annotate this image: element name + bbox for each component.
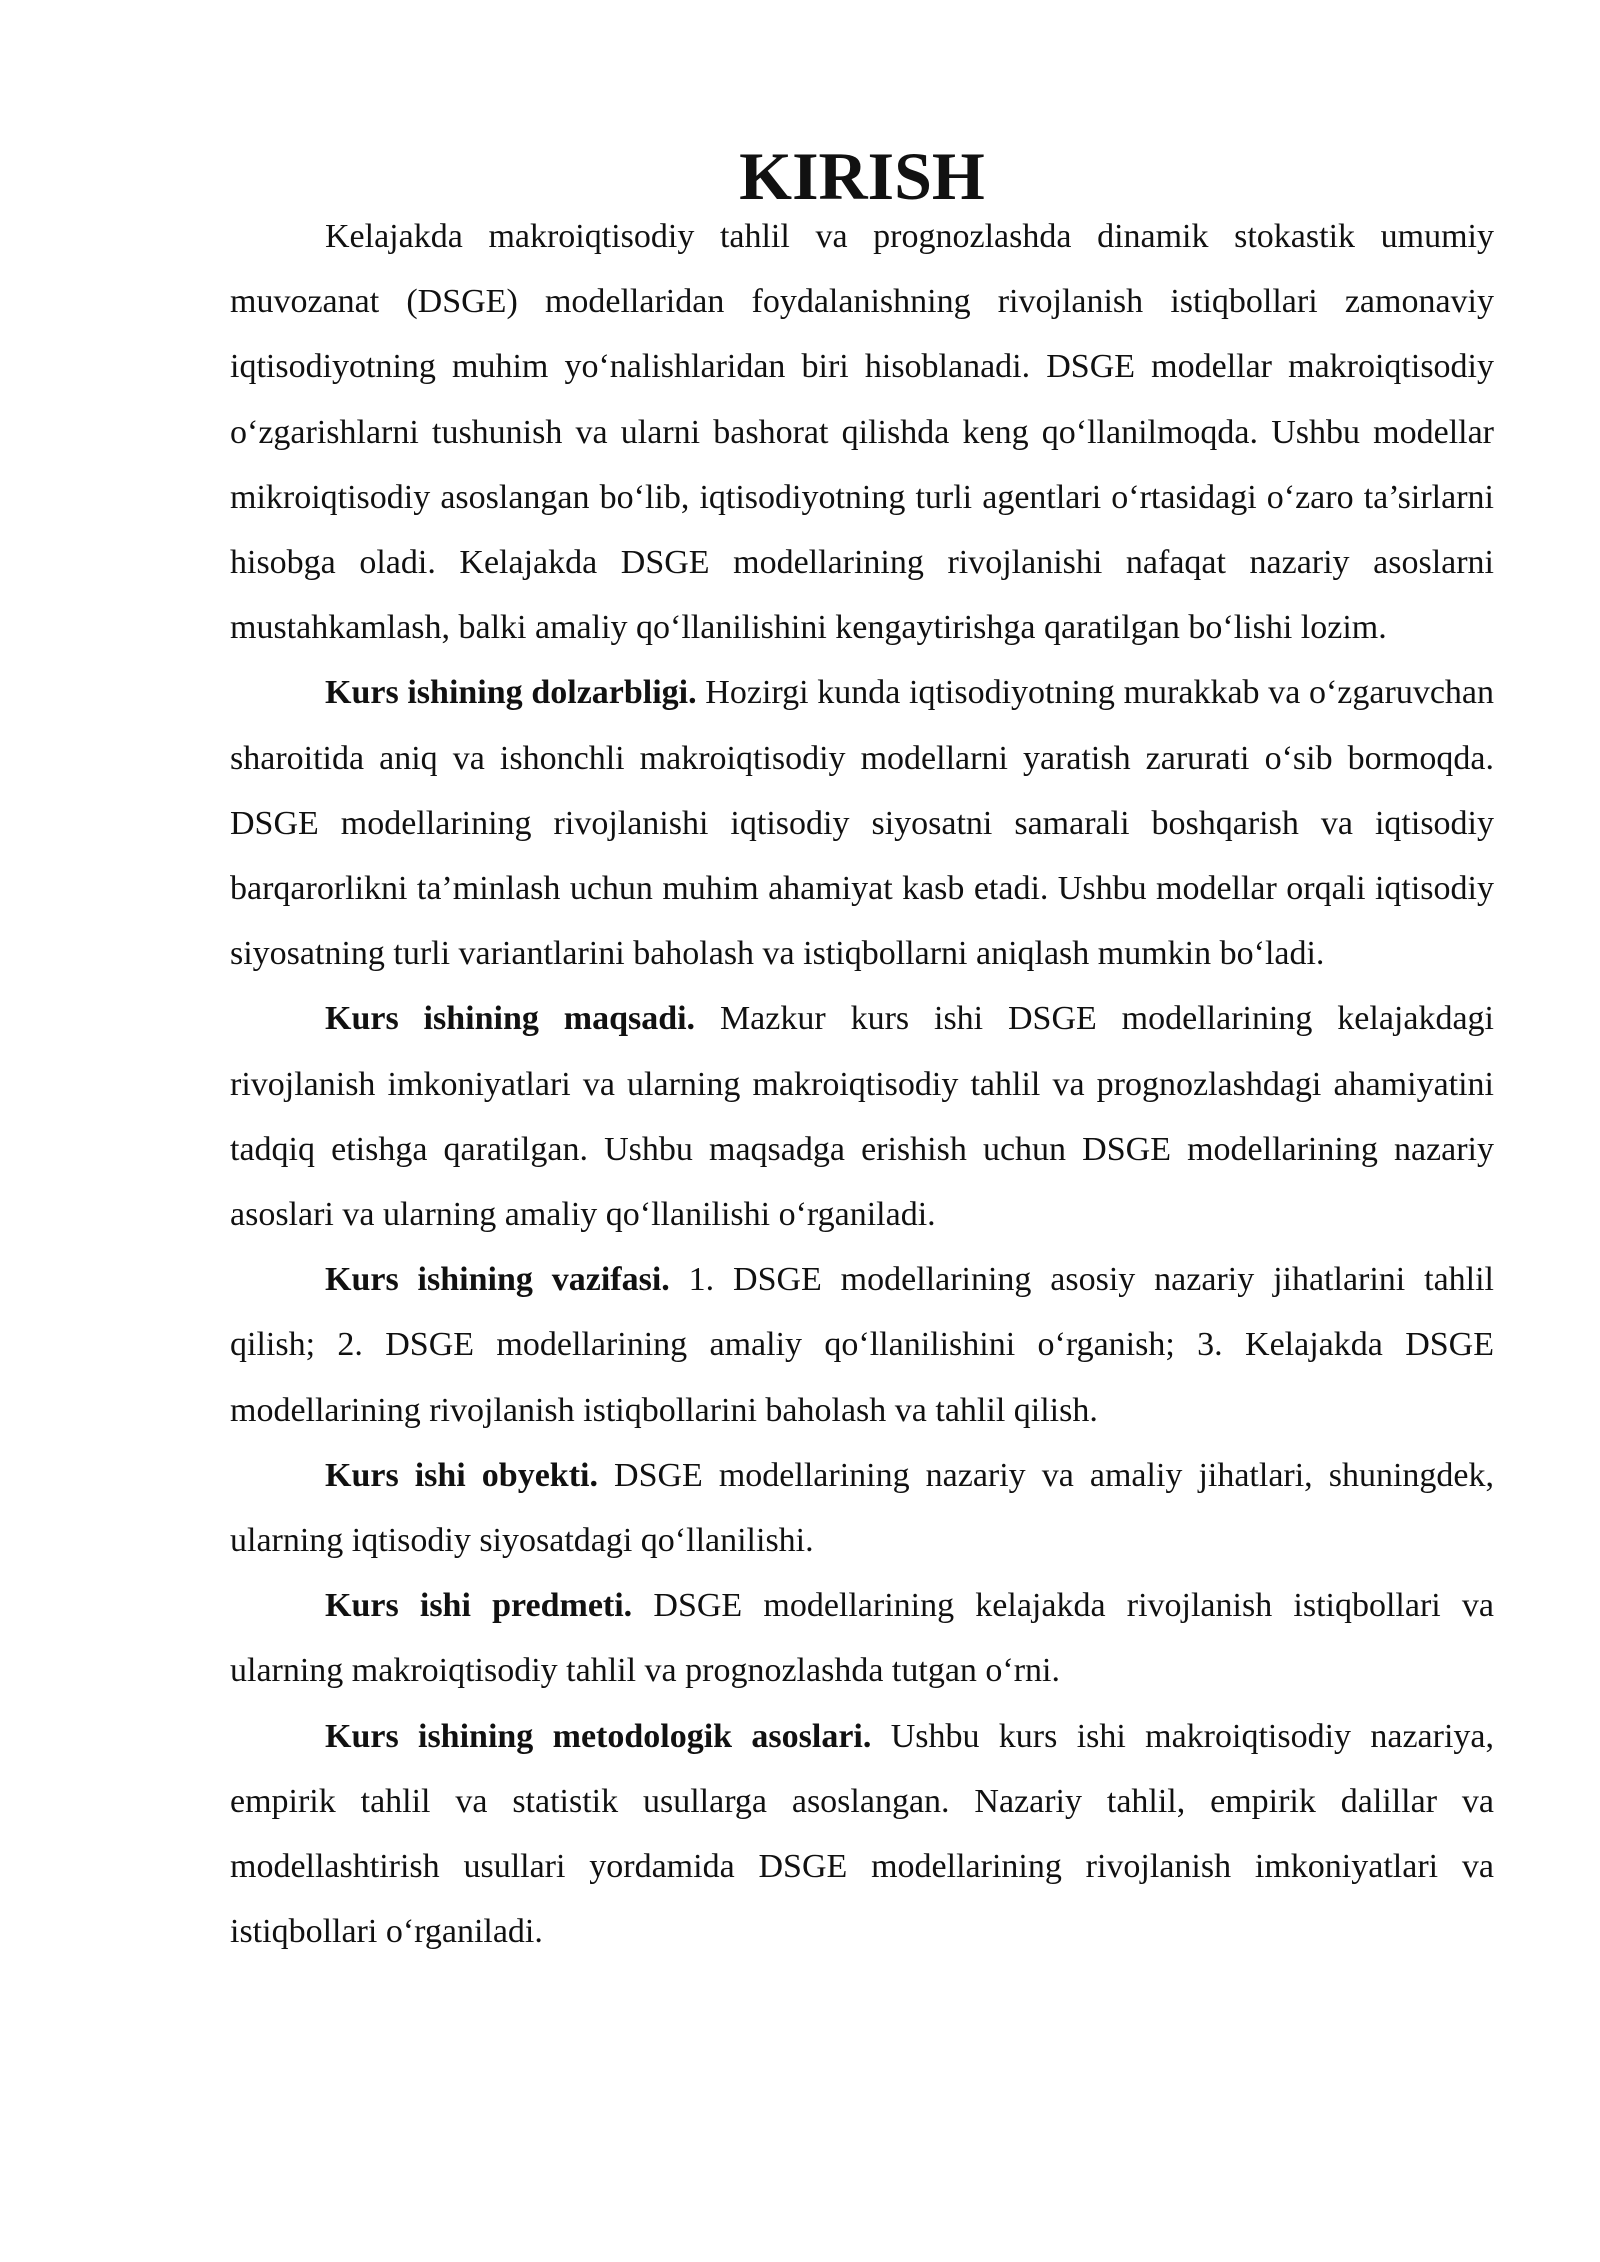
- section-tasks: [230, 1247, 1494, 1443]
- intro-paragraph: Kelajakda makroiqtisodiy tahlil va prognozlashda dinamik stokastik umumiy muvozanat (DSGE) modellaridan foydalanishning rivojlanish istiqbollari zamonaviy iqtisodiyotning muhim yo‘nalishlaridan biri hisoblanadi. DSGE modellar makroiqtisodiy o‘zgarishlarni tushunish va ularni bashorat qilishda keng qo‘llanilmoqda. Ushbu modellar mikroiqtisodiy asoslangan bo‘lib, iqtisodiyotning turli agentlari o‘rtasidagi o‘zaro ta’sirlarni hisobga oladi. Kelajakda DSGE modellarining rivojlanishi nafaqat nazariy asoslarni mustahkamlash, balki amaliy qo‘llanilishini kengaytirishga qaratilgan bo‘lishi lozim.: [230, 218, 1494, 647]
- document-title: KIRISH: [739, 138, 985, 214]
- section-goal-text: Mazkur kurs ishi DSGE modellarining kelajakdagi rivojlanish imkoniyatlari va ularning makroiqtisodiy tahlil va prognozlashdagi ahamiyatini tadqiq etishga qaratilgan. Ushbu maqsadga erishish uchun DSGE modellarining nazariy asoslari va ularning amaliy qo‘llanilishi o‘rganiladi.: [230, 1000, 1494, 1234]
- section-methodology-heading: Kurs ishining metodologik asoslari.: [325, 1717, 872, 1755]
- section-object-heading: Kurs ishi obyekti.: [325, 1456, 598, 1494]
- section-goal-heading: Kurs ishining maqsadi.: [325, 1000, 696, 1038]
- section-object-text: DSGE modellarining nazariy va amaliy jihatlari, shuningdek, ularning iqtisodiy siyosatdagi qo‘llanilishi.: [230, 1456, 1494, 1560]
- document-page: [230, 138, 1495, 1964]
- section-object: [230, 1443, 1494, 1573]
- section-relevance-text: Hozirgi kunda iqtisodiyotning murakkab va o‘zgaruvchan sharoitida aniq va ishonchli makroiqtisodiy modellarni yaratish zarurati o‘sib bormoqda. DSGE modellarining rivojlanishi iqtisodiy siyosatni samarali boshqarish va iqtisodiy barqarorlikni ta’minlash uchun muhim ahamiyat kasb etadi. Ushbu modellar orqali iqtisodiy siyosatning turli variantlarini baholash va istiqbollarni aniqlash mumkin bo‘ladi.: [230, 674, 1494, 973]
- section-subject: [230, 1573, 1494, 1703]
- section-relevance-heading: Kurs ishining dolzarbligi.: [325, 674, 697, 712]
- section-tasks-heading: Kurs ishining vazifasi.: [325, 1261, 670, 1299]
- section-methodology-text: Ushbu kurs ishi makroiqtisodiy nazariya, empirik tahlil va statistik usullarga asoslangan. Nazariy tahlil, empirik dalillar va modellashtirish usullari yordamida DSGE modellarining rivojlanish imkoniyatlari va istiqbollari o‘rganiladi.: [230, 1717, 1494, 1951]
- section-relevance: [230, 660, 1494, 986]
- section-methodology: [230, 1704, 1494, 1965]
- section-subject-text: DSGE modellarining kelajakda rivojlanish istiqbollari va ularning makroiqtisodiy tahlil va prognozlashda tutgan o‘rni.: [230, 1587, 1495, 1690]
- section-subject-heading: Kurs ishi predmeti.: [325, 1587, 633, 1625]
- section-tasks-text: 1. DSGE modellarining asosiy nazariy jihatlarini tahlil qilish; 2. DSGE modellarining amaliy qo‘llanilishini o‘rganish; 3. Kelajakda DSGE modellarining rivojlanish istiqbollarini baholash va tahlil qilish.: [230, 1261, 1494, 1429]
- section-goal: [230, 986, 1494, 1247]
